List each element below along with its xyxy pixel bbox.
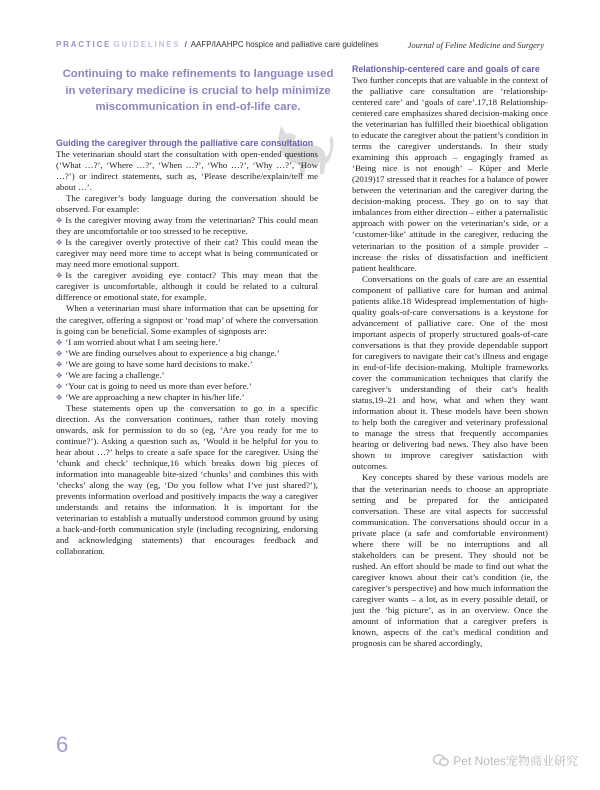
- running-header: [56, 40, 544, 52]
- paragraph: These statements open up the conversation to go in a specific direction. As the conversation continues, rather than rotely moving onwards, ask for permission to do so (eg, ‘Are you ready for me to continue?’). Asking a question such as, ‘Would it be helpful for you to hear about …?’ helps to create a safe space for the caregiver. Using the ‘chunk and check’ technique,16 which breaks down big pieces of information into manageable bite-sized ‘chunks’ and combines this with ‘checks’ along the way (eg, ‘Do you follow what I’ve just shared?’), prevents information overload and positively impacts the way a caregiver understands and retains the information. It is important for the veterinarian to establish a mutually understood common ground by using a back-and-forth communication style (including recognizing, endorsing and acknowledging statements) that encourages feedback and collaboration.: [56, 402, 318, 557]
- bullet-icon: ✥: [56, 359, 63, 369]
- signpost-item: ✥ ‘We are finding ourselves about to experience a big change.’: [56, 347, 280, 358]
- paragraph: The caregiver’s body language during the conversation should be observed. For example:: [56, 192, 318, 215]
- bullet-icon: ✥: [56, 392, 63, 402]
- bullet-item: ✥ Is the caregiver avoiding eye contact? This may mean that the caregiver is uncomfortable, although it could be related to a cultural difference or emotional state, for example.: [56, 270, 318, 303]
- right-column: [352, 64, 548, 649]
- section-label-practice: PRACTICE: [56, 40, 112, 49]
- watermark: [433, 752, 578, 769]
- section-label-guidelines: GUIDELINES: [113, 40, 181, 49]
- page-number: 6: [56, 732, 69, 757]
- wechat-icon: [433, 754, 449, 767]
- paragraph: Conversations on the goals of care are an essential component of palliative care for human and animal patients alike.18 Widespread implementation of high-quality goals-of-care conversations is a keystone for advancement of palliative care. One of the most important aspects of properly structured goals-of-care conversations is that they provide dependable support for caregivers to navigate their cat’s illness and engage in end-of-life decision-making. Multiple frameworks cover the communication techniques that clarify the caregiver’s understanding of their cat’s health status,19–21 and how, what and when they want information about it. These models have been shown to help both the caregiver and veterinary professional to manage the stress that frequently accompanies hearing or delivering bad news. They also have been shown to improve caregiver satisfaction with outcomes.: [352, 273, 548, 472]
- bullet-icon: ✥: [56, 381, 63, 391]
- bullet-icon: ✥: [56, 271, 63, 281]
- section-heading-guiding: Guiding the caregiver through the palliative care consultation: [56, 138, 314, 148]
- signpost-item: ✥ ‘We are approaching a new chapter in his/her life.’: [56, 391, 245, 402]
- bullet-icon: ✥: [56, 370, 63, 380]
- signpost-item: ✥ ‘I am worried about what I am seeing here.’: [56, 336, 221, 347]
- header-divider: /: [184, 40, 187, 49]
- paragraph: The veterinarian should start the consultation with open-ended questions (‘What …?’, ‘Where …?’, ‘When …?’, ‘Who …?’, ‘Why …?’, ‘How …?’) or indirect statements, such as, ‘Please describe/explain/tell me about …’.: [56, 148, 318, 192]
- signpost-item: ✥ ‘We are facing a challenge.’: [56, 369, 165, 380]
- paragraph: Key concepts shared by these various models are that the veterinarian needs to choose an appropriate setting and be prepared for the anticipated conversation. These are vital aspects for successful communication. The conversations should occur in a private place (a safe and comfortable environment) where there will be no interruptions and all stakeholders can be present. They should not be rushed. An effort should be made to find out what the caregiver knows about their cat’s condition (ie, the caregiver’s perspective) and how much information the caregiver wants – a lot, as in every possible detail, or just the ‘big picture’, as in an overview. Once the amount of information that a caregiver prefers is known, aspects of the cat’s medical condition and prognosis can be shared accordingly,: [352, 472, 548, 649]
- bullet-icon: ✥: [56, 238, 63, 248]
- signpost-item: ✥ ‘Your cat is going to need us more than ever before.’: [56, 380, 252, 391]
- journal-name: Journal of Feline Medicine and Surgery: [407, 40, 544, 50]
- watermark-text: Pet Notes宠物商业研究: [453, 754, 578, 768]
- bullet-icon: ✥: [56, 216, 63, 226]
- bullet-item: ✥ Is the caregiver overtly protective of their cat? This could mean the caregiver may need more time to accept what is being communicated or may need more emotional support.: [56, 237, 318, 270]
- paragraph: When a veterinarian must share information that can be upsetting for the caregiver, offering a signpost or ‘road map’ of where the conversation is going can be beneficial. Some examples of signposts are:: [56, 303, 318, 336]
- bullet-icon: ✥: [56, 337, 63, 347]
- signpost-item: ✥ ‘We are going to have some hard decisions to make.’: [56, 358, 253, 369]
- paragraph: Two further concepts that are valuable in the context of the palliative care consultation are ‘relationship-centered care’ and ‘goals of care’.17,18 Relationship-centered care emphasizes shared decision-making once the veterinarian has fulfilled their bioethical obligation to educate the caregiver about the patient’s condition in terms the caregiver understands. In their study examining this approach – engagingly framed as ‘Being nice is not enough’ – Küper and Merle (2019)17 stressed that it reaches for a balance of power between the veterinarian and the caregiver during the decision-making process. They go on to say that imbalances from either direction – either a paternalistic approach with power on the veterinarian’s side, or a ‘customer-like’ attitude in the caregiver, reducing the veterinarian to the position of a simple provider – increase the risks of dissatisfaction and inefficient patient healthcare.: [352, 74, 548, 273]
- pull-quote: Continuing to make refinements to language used in veterinary medicine is crucial to help minimize miscommunication in end-of-life care.: [62, 68, 334, 113]
- bullet-item: ✥ Is the caregiver moving away from the veterinarian? This could mean they are uncomfortable or too stressed to be receptive.: [56, 215, 318, 237]
- bullet-icon: ✥: [56, 348, 63, 358]
- running-title: AAFP/IAAHPC hospice and palliative care guidelines: [190, 40, 379, 49]
- section-heading-relationship: Relationship-centered care and goals of care: [352, 64, 540, 74]
- left-column: [56, 138, 318, 558]
